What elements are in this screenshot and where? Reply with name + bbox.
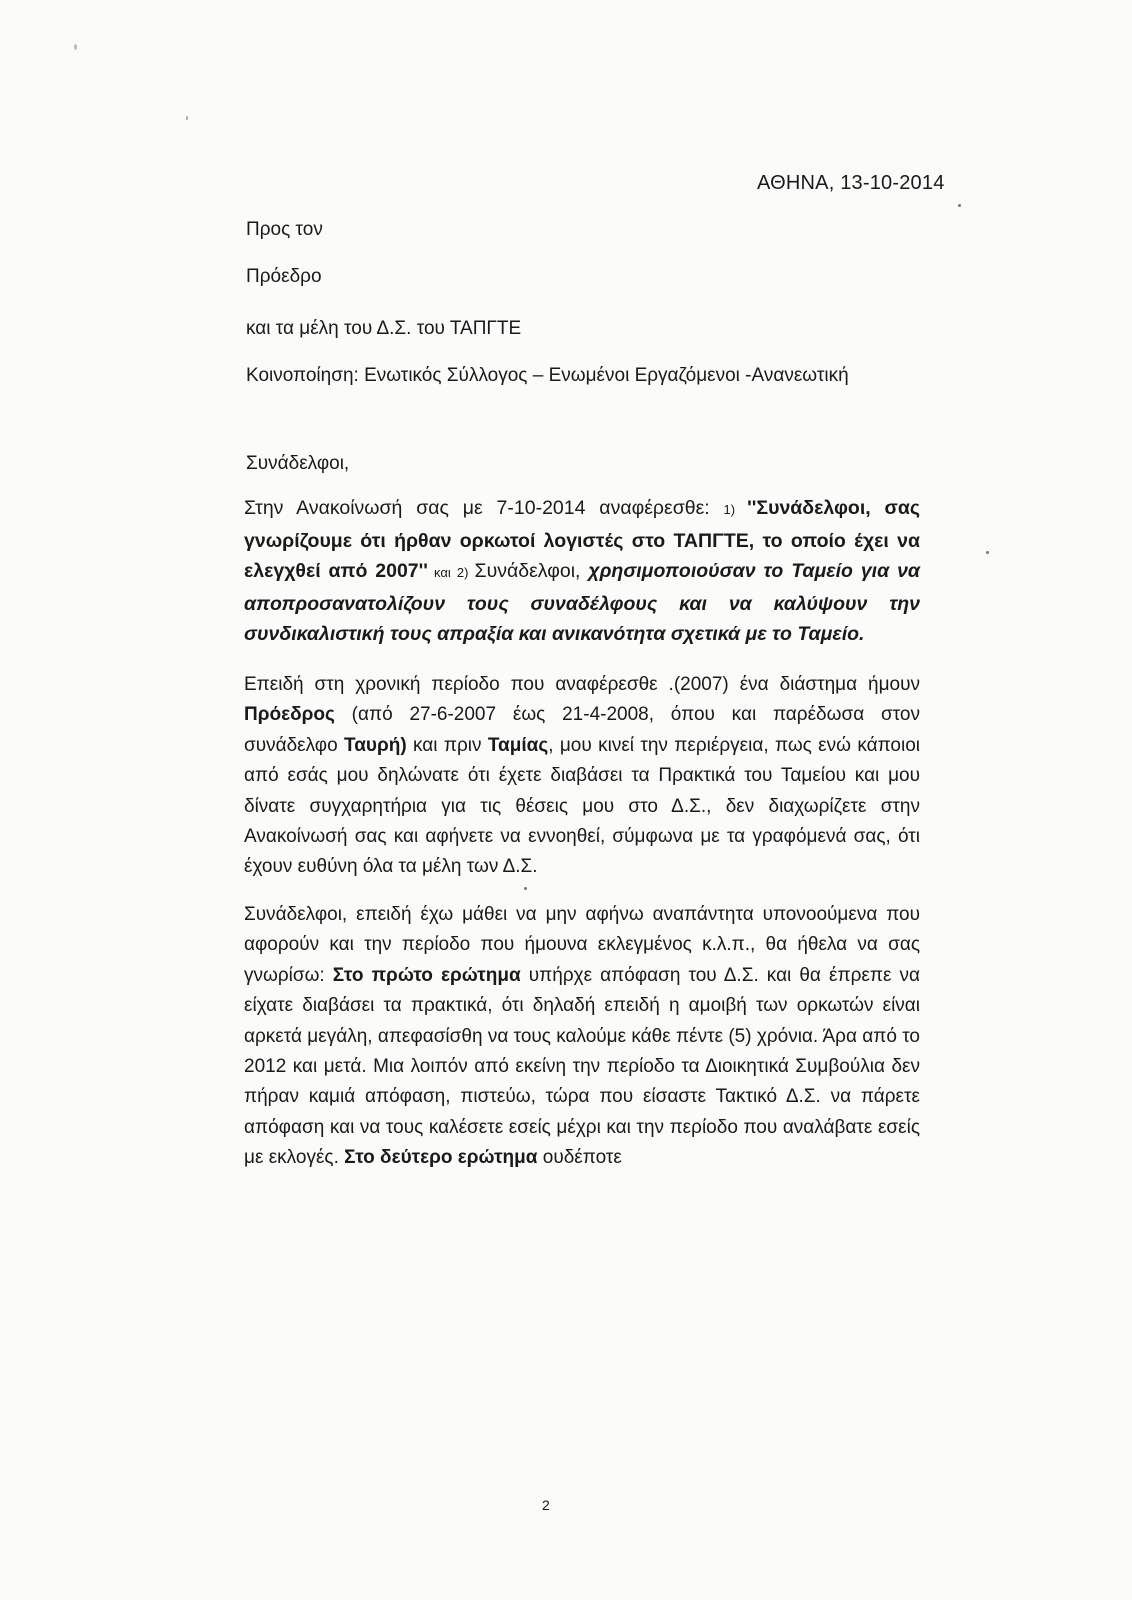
salutation: Συνάδελφοι, bbox=[246, 453, 350, 474]
para2-bold-2: Ταυρή) bbox=[344, 734, 407, 756]
para2-text-4: , μου κινεί την περιέργεια, πως ενώ κάποιοι από εσάς μου δηλώνατε ότι έχετε διαβάσει τα Πρακτικά του Ταμείου και μου δίνατε συγχαρητήρια για τις θέσεις μου στο Δ.Σ., δεν διαχωρίζετε στην Ανακοίνωσή σας και αφήνετε να εννοηθεί, σύμφωνα με τα γραφόμενά σας, ότι έχουν ευθύνη όλα τα μέλη των Δ.Σ. bbox=[244, 734, 920, 878]
para1-num-2: 2) bbox=[456, 565, 475, 580]
page-number: 2 bbox=[542, 1497, 550, 1513]
para2-bold-3: Ταμίας bbox=[487, 734, 549, 756]
para1-and: και bbox=[427, 565, 457, 580]
para1-intro: Στην Ανακοίνωσή σας με 7-10-2014 αναφέρεσθε: bbox=[244, 497, 724, 519]
scan-speck bbox=[986, 551, 989, 554]
paragraph-1 bbox=[244, 493, 920, 650]
para3-text-3: ουδέποτε bbox=[537, 1147, 622, 1169]
para1-quote-2a: Συνάδελφοι, bbox=[474, 560, 589, 582]
scan-speck bbox=[958, 204, 961, 207]
para2-text-1: Επειδή στη χρονική περίοδο που αναφέρεσθε .(2007) ένα διάστημα ήμουν bbox=[244, 674, 920, 695]
scan-speck bbox=[74, 44, 77, 50]
addressee-line-3: και τα μέλη του Δ.Σ. του ΤΑΠΓΤΕ bbox=[246, 318, 522, 339]
para1-quote-1: ''Συνάδελφοι, σας γνωρίζουμε ότι ήρθαν ορκωτοί λογιστές στο ΤΑΠΓΤΕ, το οποίο έχει να ελεγχθεί από 2007'' bbox=[244, 497, 920, 582]
paragraph-2 bbox=[244, 670, 920, 883]
para3-text-1: Συνάδελφοι, επειδή έχω μάθει να μην αφήνω αναπάντητα υπονοούμενα που αφορούν και την περίοδο που ήμουνα εκλεγμένος κ.λ.π., θα ήθελα να σας γνωρίσω: bbox=[244, 904, 920, 986]
cc-line: Κοινοποίηση: Ενωτικός Σύλλογος – Ενωμένοι Εργαζόμενοι -Ανανεωτική bbox=[246, 365, 849, 386]
paragraph-3 bbox=[244, 900, 920, 1174]
para3-text-2: υπήρχε απόφαση του Δ.Σ. και θα έπρεπε να είχατε διαβάσει τα πρακτικά, ότι δηλαδή επειδή η αμοιβή των ορκωτών είναι αρκετά μεγάλη, απεφασίσθη να τους καλούμε κάθε πέντε (5) χρόνια. Άρα από το 2012 και μετά. Μια λοιπόν από εκείνη την περίοδο τα Διοικητικά Συμβούλια δεν πήραν καμιά απόφαση, πιστεύω, τώρα που είσαστε Τακτικό Δ.Σ. να πάρετε απόφαση και να τους καλέσετε εσείς μέχρι και την περίοδο που αναλάβατε εσείς με εκλογές. bbox=[244, 964, 920, 1169]
letter-date: ΑΘΗΝΑ, 13-10-2014 bbox=[757, 172, 945, 194]
para2-text-2: (από 27-6-2007 έως 21-4-2008, όπου και παρέδωσα στον συνάδελφο bbox=[244, 704, 920, 756]
para3-bold-1: Στο πρώτο ερώτημα bbox=[332, 964, 521, 986]
para3-bold-2: Στο δεύτερο ερώτημα bbox=[344, 1147, 538, 1169]
para2-bold-1: Πρόεδρος bbox=[244, 704, 335, 726]
addressee-line-1: Προς τον bbox=[246, 219, 323, 240]
addressee-line-2: Πρόεδρο bbox=[246, 266, 322, 287]
scan-speck bbox=[186, 116, 188, 120]
para1-quote-2b: χρησιμοποιούσαν το Ταμείο για να αποπροσανατολίζουν τους συναδέλφους και να καλύψουν την συνδικαλιστική τους απραξία και ανικανότητα σχετικά με το Ταμείο. bbox=[244, 560, 921, 645]
scan-speck bbox=[524, 887, 527, 890]
para1-num-1: 1) bbox=[723, 502, 748, 517]
para2-text-3: και πριν bbox=[406, 734, 488, 756]
